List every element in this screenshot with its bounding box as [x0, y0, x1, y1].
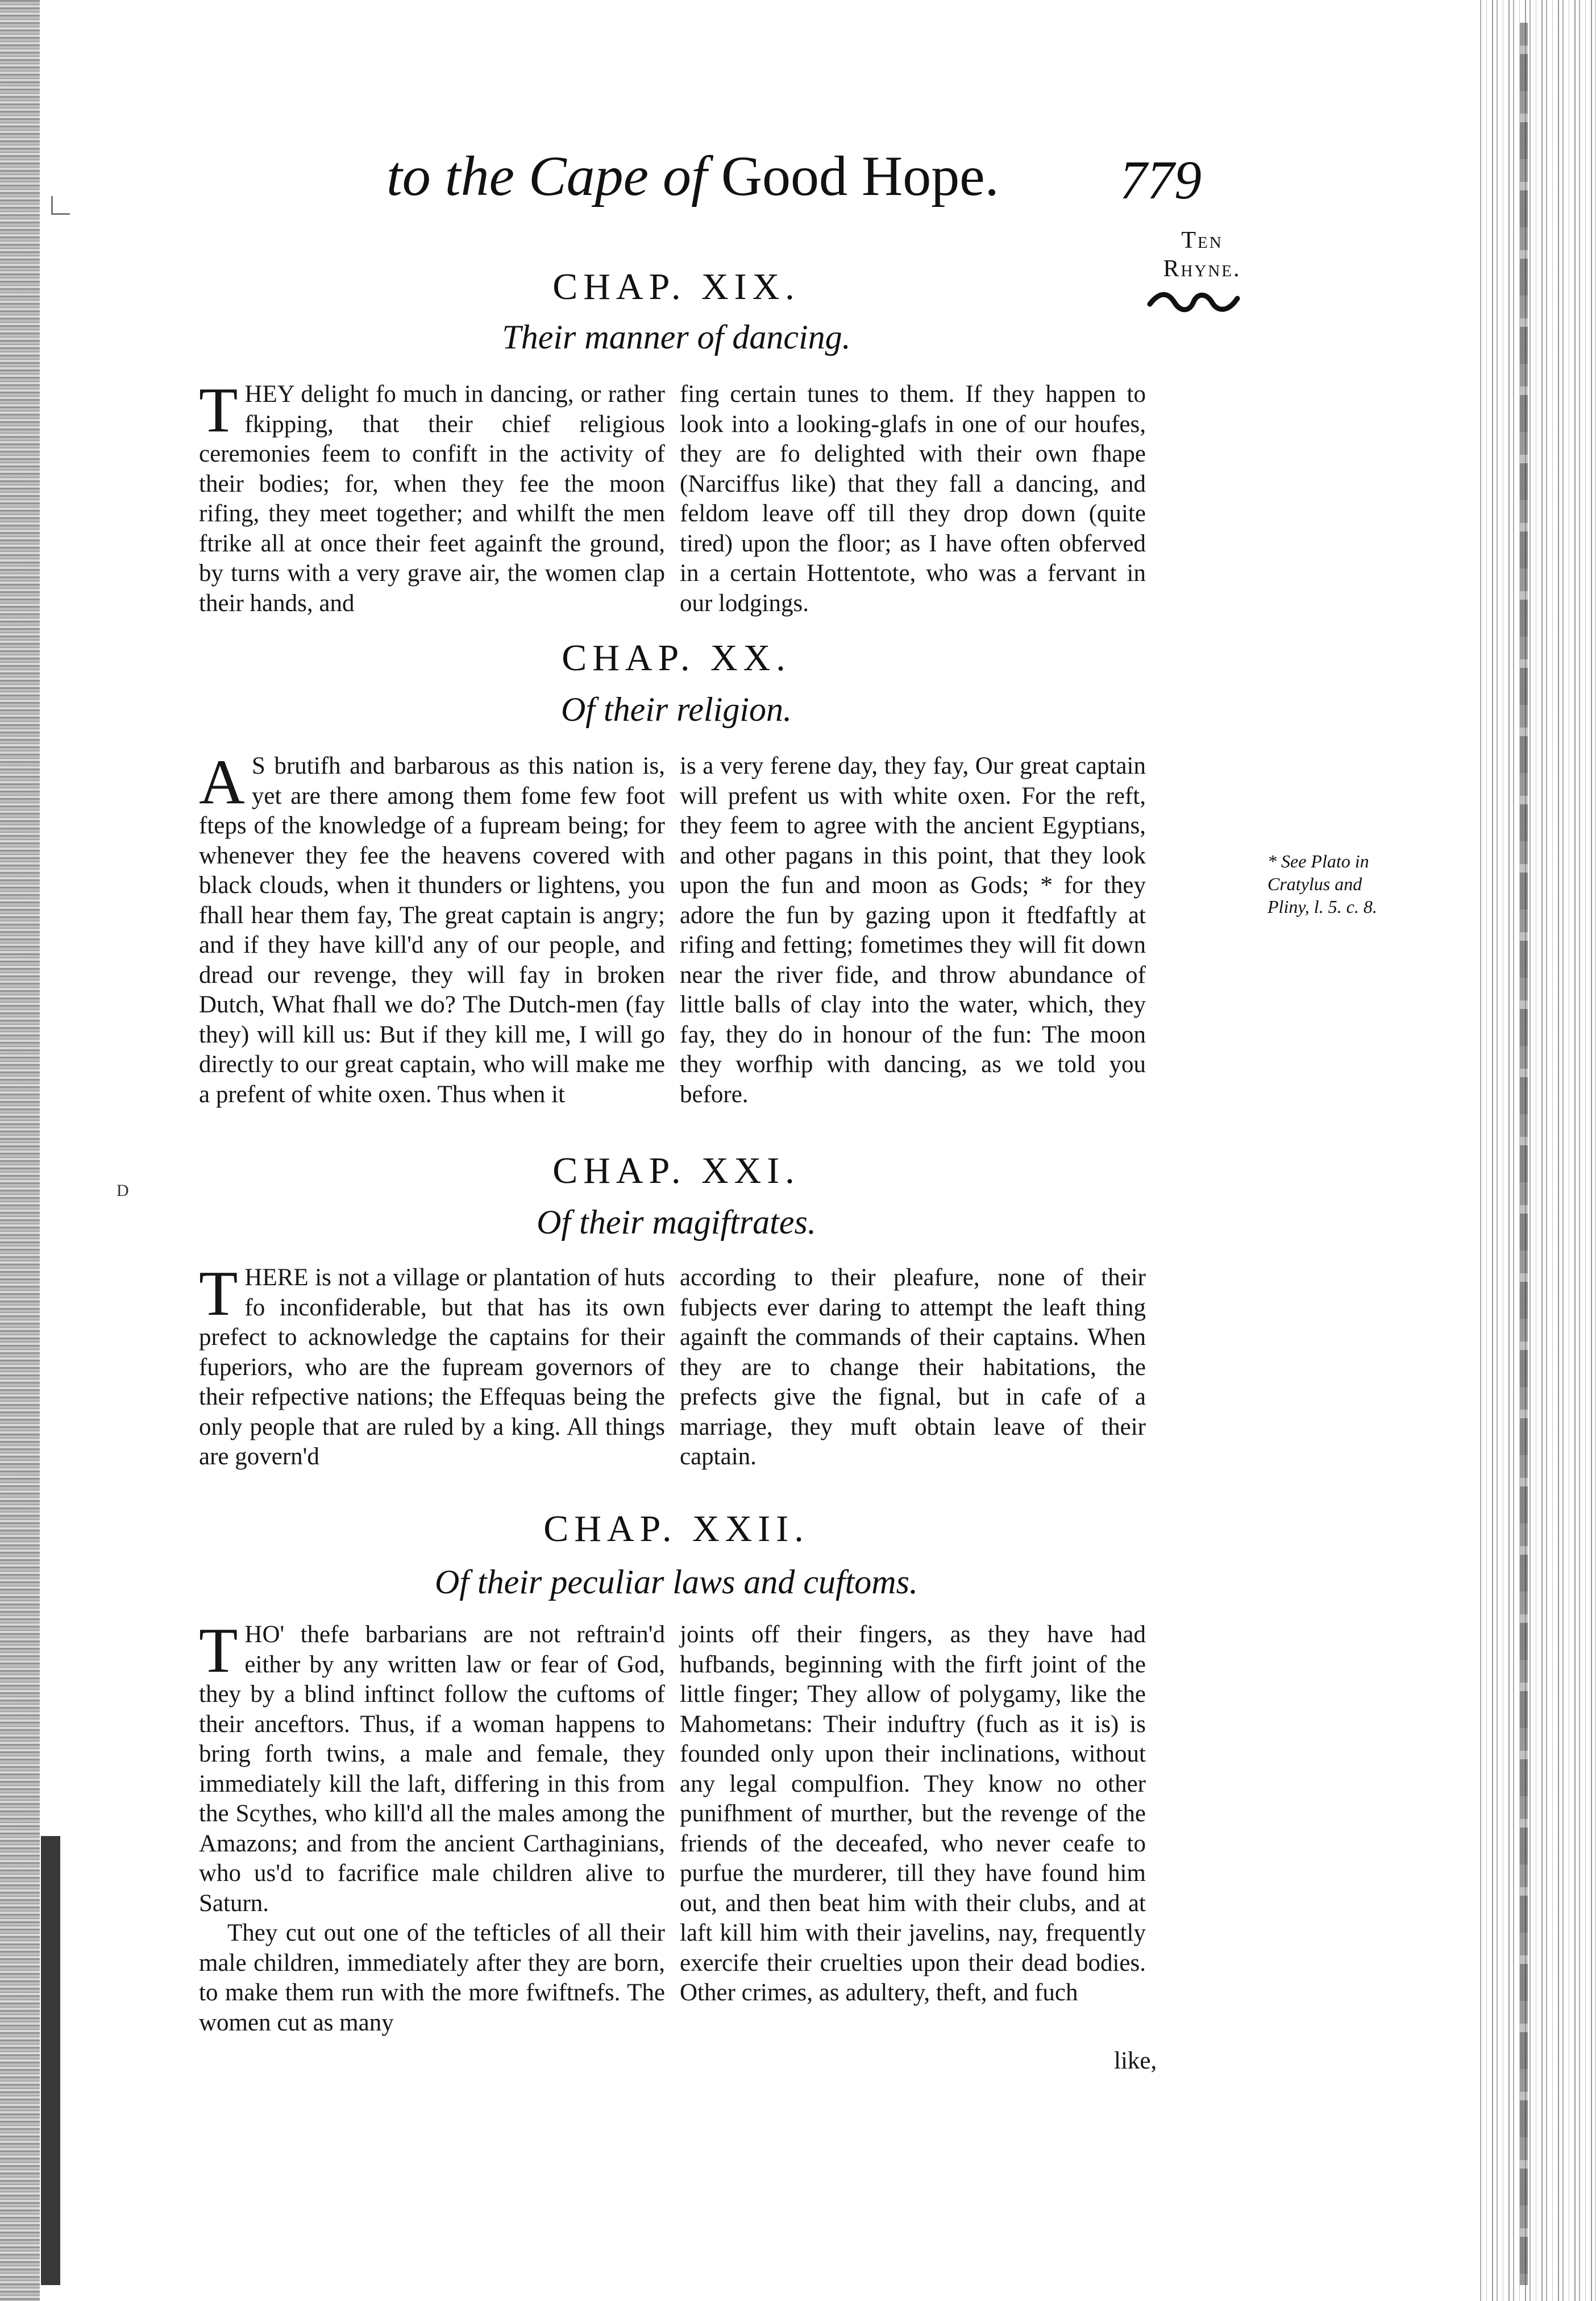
scan-edge-right	[1477, 0, 1596, 2301]
chapter-heading-20: CHAP. XX.	[562, 637, 791, 679]
chapter-22-right-column	[680, 1620, 1146, 2008]
chapter-subtitle-19: Their manner of dancing.	[502, 318, 851, 356]
paragraph-text: They cut out one of the tefticles of all their male children, immediately after they are born, to make them run with the more fwiftnefs. The women cut as many	[199, 1920, 665, 2036]
dropcap: T	[199, 1259, 238, 1329]
chapter-heading-19: CHAP. XIX.	[552, 266, 800, 308]
chapter-21-left-column	[199, 1259, 665, 1472]
chapter-20-right-column	[680, 751, 1146, 1110]
paragraph-text: S brutifh and barbarous as this nation is, yet are there among them fome few foot fteps of the knowledge of a fupream being; for whenever they fee the heavens covered with black clouds, when it thunders or lightens, you fhall hear them fay, The great captain is angry; and if they have kill'd any of our people, and dread our revenge, they will fay in broken Dutch, What fhall we do? The Dutch-men (fay they) will kill us: But if they kill me, I will go directly to our great captain, who will make me a prefent of white oxen. Thus when it	[199, 753, 665, 1108]
chapter-subtitle-22: Of their peculiar laws and cuftoms.	[435, 1563, 918, 1601]
chapter-21-right-column	[680, 1263, 1146, 1472]
running-title-roman: Good Hope.	[721, 144, 999, 207]
paragraph-text: fing certain tunes to them. If they happen to look into a looking-glafs in one of our houfes, they are fo delighted with their own fhape (Narciffus like) that they fall a dancing, and feldom leave off till they drop down (quite tired) upon the floor; as I have often obferved in a certain Hottentote, who was a fervant in our lodgings.	[680, 381, 1146, 617]
page-number: 779	[1120, 149, 1202, 210]
paragraph-text: HO' thefe barbarians are not reftrain'd either by any written law or fear of God, they by a blind inftinct follow the cuftoms of their anceftors. Thus, if a woman happens to bring forth twins, a male and female, they immediately kill the laft, differing in this from the Scythes, who kill'd all the males among the Amazons; and from the ancient Carthaginians, who us'd to facrifice male children alive to Saturn.	[199, 1621, 665, 1917]
chapter-22-left-column	[199, 1615, 665, 2038]
paragraph-text: HERE is not a village or plantation of huts fo inconfiderable, but that has its own prefect to acknowledge the captains for their fuperiors, who are the fupream governors of their refpective nations; the Effequas being the only people that are ruled by a king. All things are govern'd	[199, 1264, 665, 1470]
chapter-subtitle-20: Of their religion.	[560, 691, 792, 728]
paragraph-text: according to their pleafure, none of their fubjects ever daring to attempt the leaft thing againft the commands of their captains. When they are to change their habitations, the prefects give the fignal, but in cafe of a marriage, they muft obtain leave of their captain.	[680, 1264, 1146, 1470]
chapter-heading-22: CHAP. XXII.	[543, 1508, 809, 1550]
corner-mark	[51, 196, 70, 215]
dropcap: A	[199, 747, 245, 817]
paragraph-text: HEY delight fo much in dancing, or rather fkipping, that their chief religious ceremonies feem to confift in the activity of their bodies; for, when they fee the moon rifing, they meet together; and whilft the men ftrike all at once their feet againft the ground, by turns with a very grave air, the women clap their hands, and	[199, 381, 665, 617]
scan-edge-right-binding	[1520, 23, 1528, 2285]
stray-mark: D	[117, 1181, 129, 1200]
chapter-20-left-column	[199, 747, 665, 1110]
chapter-subtitle-21: Of their magiftrates.	[537, 1203, 816, 1241]
paragraph-text: is a very ferene day, they fay, Our great captain will prefent us with white oxen. For the reft, they feem to agree with the ancient Egyptians, and other pagans in this point, that they look upon the fun and moon as Gods; * for they adore the fun by gazing upon it ftedfaftly at rifing and fetting; fometimes they will fit down near the river fide, and throw abundance of little balls of clay into the water, which, they fay, they do in honour of the fun: The moon they worfhip with dancing, as we told you before.	[680, 753, 1146, 1108]
running-author-line2: Rhyne.	[1163, 256, 1241, 282]
scan-edge-left-shadow	[41, 1836, 60, 2285]
margin-note: * See Plato in Cratylus and Pliny, l. 5. c. 8.	[1267, 851, 1377, 917]
dropcap: T	[199, 1615, 238, 1686]
chapter-19-left-column	[199, 375, 665, 618]
catchword: like,	[1114, 2047, 1157, 2074]
dropcap: T	[199, 375, 238, 446]
chapter-19-right-column	[680, 380, 1146, 618]
scan-edge-left	[0, 0, 40, 2301]
running-author-line1: Ten	[1181, 227, 1223, 254]
paragraph-text: joints off their fingers, as they have had hufbands, beginning with the firft joint of the little finger; They allow of polygamy, like the Mahometans: Their induftry (fuch as it is) is founded only upon their inclinations, without any legal compulfion. They know no other punifhment of murther, but the revenge of the friends of the deceafed, who never ceafe to purfue the murderer, till they have found him out, and then beat him with their clubs, and at laft kill him with their javelins, nay, frequently exercife their cruelties upon their dead bodies. Other crimes, as adultery, theft, and fuch	[680, 1621, 1146, 2006]
running-title-italic: to the Cape of	[386, 144, 721, 207]
ornament-flourish	[1145, 287, 1242, 314]
running-title	[386, 142, 999, 210]
chapter-heading-21: CHAP. XXI.	[552, 1150, 800, 1191]
